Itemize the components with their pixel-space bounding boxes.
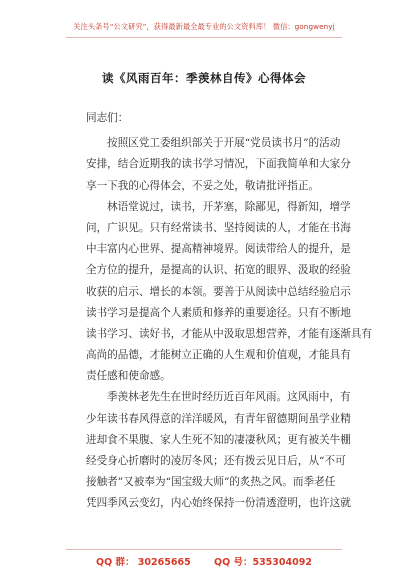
- footer-contact: [0, 554, 408, 568]
- paragraph: [86, 133, 351, 197]
- paragraph-line: 收获的启示、增长的本领。要善于从阅读中总结经验启示: [86, 285, 351, 298]
- paragraph-line: 进却食不果腹、家人生死不知的凄凄秋风；更有被关牛棚: [86, 433, 351, 446]
- paragraph: [86, 387, 351, 514]
- paragraph-line: 林语堂说过，读书，开茅塞，除鄙见，得新知，增学: [107, 200, 351, 213]
- paragraph-line: 少年读书春风得意的洋洋暖风，有青年留德期间虽学业精: [86, 412, 351, 425]
- paragraph-line: 读书学习、读好书，才能从中汲取思想营养，才能有逐渐具有: [86, 327, 373, 340]
- footer-qq-group: QQ 群： 30265665: [96, 557, 191, 568]
- paragraph-line: 享一下我的心得体会，不妥之处，敬请批评指正。: [86, 179, 320, 192]
- paragraph-list: [86, 133, 373, 514]
- header-promo-note: 关注头条号“公文研究”，获得最新最全最专业的公文资料库！ 微信：gongwenyj: [73, 22, 335, 31]
- paragraph-line: 全方位的提升，是提高的认识、拓宽的眼界、汲取的经验: [86, 264, 351, 277]
- paragraph-line: 凭四季风云变幻，内心始终保持一份清透澄明，也许这就: [86, 497, 351, 510]
- paragraph-line: 问，广识见。只有经常读书、坚持阅读的人，才能在书海: [86, 221, 351, 234]
- paragraph-line: 高尚的品德，才能树立正确的人生观和价值观，才能具有: [86, 349, 351, 362]
- document-body: [86, 108, 373, 515]
- paragraph-line: 按照区党工委组织部关于开展“党员读书月”的活动: [107, 137, 341, 150]
- paragraph-line: 安排，结合近期我的读书学习情况，下面我简单和大家分: [86, 158, 351, 171]
- paragraph-line: 责任感和使命感。: [86, 370, 171, 383]
- greeting: 同志们：: [86, 112, 129, 124]
- header-divider: [66, 37, 342, 38]
- paragraph-line: 读书学习是提高个人素质和修养的重要途径。只有不断地: [86, 306, 351, 319]
- paragraph-line: 接触者”又被奉为“国宝级大师”的炙热之风。而季老任: [86, 476, 336, 489]
- paragraph-line: 季羡林老先生在世时经历近百年风雨。这风雨中，有: [107, 391, 351, 404]
- footer-qq-number: QQ 号：535304092: [214, 557, 312, 568]
- paragraph: [86, 197, 373, 388]
- document-title: 读《风雨百年：季羡林自传》心得体会: [102, 71, 306, 85]
- footer-divider: [66, 549, 342, 550]
- paragraph-line: 经受身心折磨时的凌厉冬风；还有拨云见日后，从“不可: [86, 455, 346, 467]
- paragraph-line: 中丰富内心世界、提高精神境界。阅读带给人的提升，是: [86, 243, 351, 256]
